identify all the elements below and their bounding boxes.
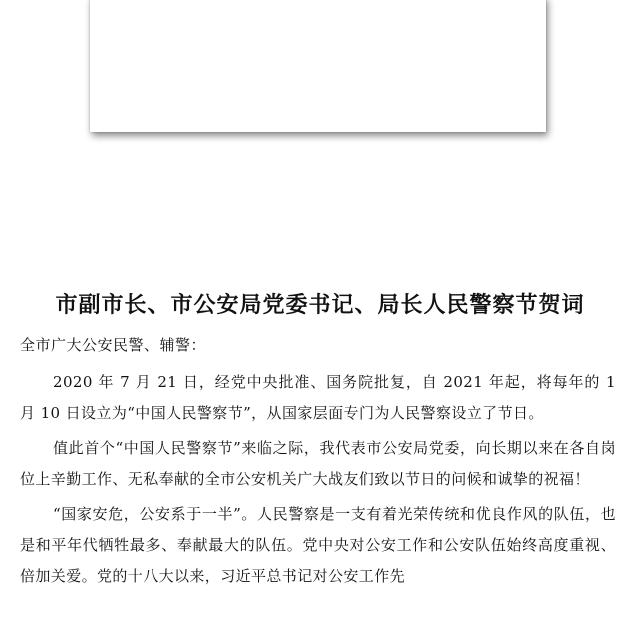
paragraph-1: 2020 年 7 月 21 日，经党中央批准、国务院批复，自 2021 年起，将每年的 1 月 10 日设立为“中国人民警察节”，从国家层面专门为人民警察设立了节日。 <box>20 373 616 422</box>
salutation: 全市广大公安民警、辅警： <box>20 336 207 354</box>
document-body <box>0 286 640 592</box>
previous-page-sheet <box>90 0 546 132</box>
paragraph-3: “国家安危，公安系于一半”。人民警察是一支有着光荣传统和优良作风的队伍，也是和平年代牺牲最多、奉献最大的队伍。党中央对公安工作和公安队伍始终高度重视、倍加关爱。党的十八大以来，习近平总书记对公安工作先 <box>20 505 616 585</box>
paragraph-2: 值此首个“中国人民警察节”来临之际，我代表市公安局党委，向长期以来在各自岗位上辛勤工作、无私奉献的全市公安机关广大战友们致以节日的问候和诚挚的祝福！ <box>20 439 616 488</box>
document-title: 市副市长、市公安局党委书记、局长人民警察节贺词 <box>55 293 585 318</box>
